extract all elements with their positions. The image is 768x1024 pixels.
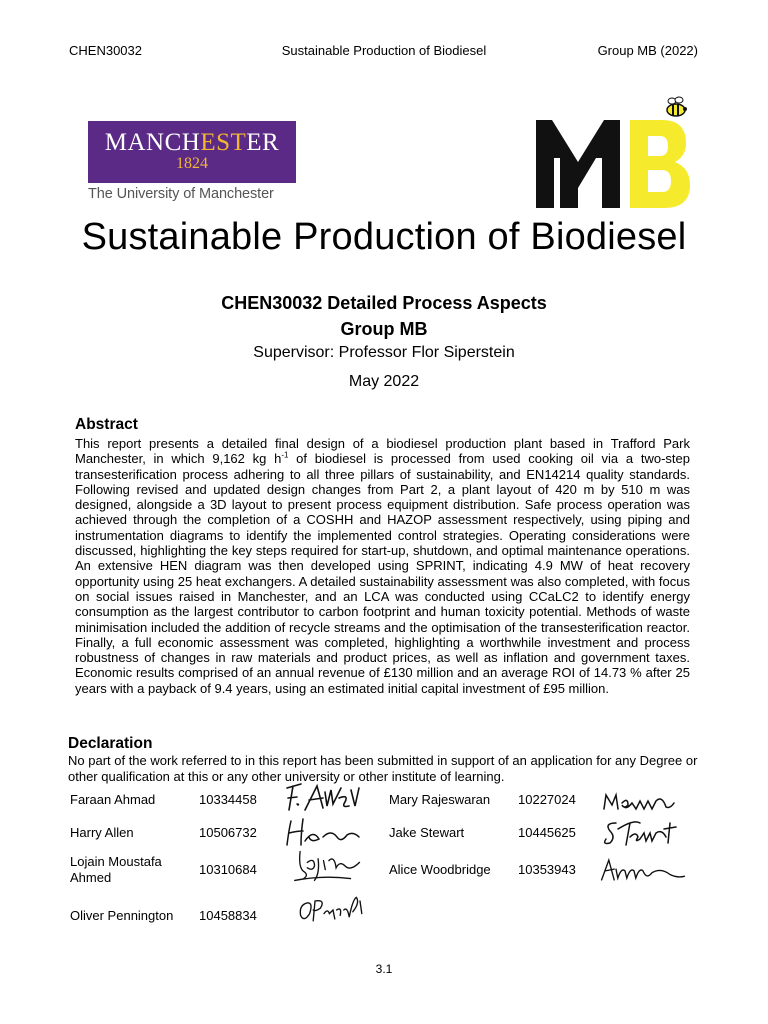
university-logo-box <box>88 121 296 183</box>
member-name: Mary Rajeswaran <box>389 792 491 807</box>
member-name: Oliver Pennington <box>70 908 174 923</box>
signature-image <box>283 815 373 851</box>
abstract-heading: Abstract <box>75 416 138 433</box>
declaration-text: No part of the work referred to in this report has been submitted in support of an application for any Degree or other qualification at this or any other university or other institute of learning. <box>68 753 698 784</box>
group-logo <box>534 96 694 208</box>
signature-image <box>600 814 690 850</box>
university-logo <box>88 121 298 207</box>
document-title: Sustainable Production of Biodiesel <box>81 216 687 258</box>
university-logo-subtitle: The University of Manchester <box>88 186 274 202</box>
member-id: 10445625 <box>518 825 576 840</box>
member-name: Faraan Ahmad <box>70 792 156 807</box>
header-title: Sustainable Production of Biodiesel <box>281 43 487 58</box>
member-id: 10353943 <box>518 862 576 877</box>
signature-image <box>598 852 688 888</box>
member-name: Alice Woodbridge <box>389 862 491 877</box>
supervisor: Supervisor: Professor Flor Siperstein <box>253 344 515 361</box>
abstract-text: This report presents a detailed final design of a biodiesel production plant based in Trafford Park Manchester, in which 9,162 kg $h^{-1}$ of biodiesel is processed from used cooking oil via a two-step transesterification process adhering to all three pillars of sustainability, and EN14214 quality standards. Following revised and updated design changes from Part 2, a plant layout of 420 m by 510 m was designed, alongside a 3D layout to present process equipment distribution. Safe process operation was achieved through the completion of a COSHH and HAZOP assessment respectively, using piping and instrumentation diagrams to identify the implemented control strategies. Operating considerations were discussed, highlighting the key steps required for start-up, shutdown, and optimal maintenance operations. An extensive HEN diagram was then developed using SPRINT, indicating 4.9 MW of heat recovery opportunity using 25 heat exchangers. A detailed sustainability assessment was also completed, with focus on social issues raised in Manchester, and an LCA was conducted using CCaLC2 to identify energy consumption as the largest contributor to carbon footprint and human toxicity potential. Methods of waste minimisation included the addition of recycle streams and the optimisation of the transesterification reactor. Finally, a full economic assessment was completed, highlighting a worthwhile investment and process robustness of changes in raw materials and product prices, as well as inflation and government taxes. Economic results comprised of an annual revenue of £130 million and an average ROI of 14.73 % after 25 years with a payback of 9.4 years, using an estimated initial capital investment of £95 million. <box>75 436 690 696</box>
group-name: Group MB <box>340 319 428 339</box>
header-group: Group MB (2022) <box>597 43 698 58</box>
signature-image <box>288 892 378 928</box>
document-date: May 2022 <box>348 373 420 390</box>
university-logo-name: MANCHESTER <box>104 129 280 156</box>
member-id: 10458834 <box>199 908 257 923</box>
bee-icon <box>667 97 687 116</box>
signature-image <box>283 848 373 884</box>
document-subtitle: CHEN30032 Detailed Process Aspects <box>221 293 547 313</box>
header-course-code: CHEN30032 <box>69 43 142 58</box>
group-logo-mb <box>534 96 694 208</box>
member-name: Harry Allen <box>70 825 134 840</box>
member-id: 10334458 <box>199 792 257 807</box>
member-id: 10506732 <box>199 825 257 840</box>
declaration-heading: Declaration <box>68 735 153 752</box>
signature-image <box>283 780 373 816</box>
member-name: Jake Stewart <box>389 825 465 840</box>
university-logo-year: 1824 <box>176 155 208 172</box>
member-id: 10227024 <box>518 792 576 807</box>
member-id: 10310684 <box>199 862 257 877</box>
member-name: Lojain Moustafa Ahmed <box>70 854 162 885</box>
page-number: 3.1 <box>375 962 393 976</box>
